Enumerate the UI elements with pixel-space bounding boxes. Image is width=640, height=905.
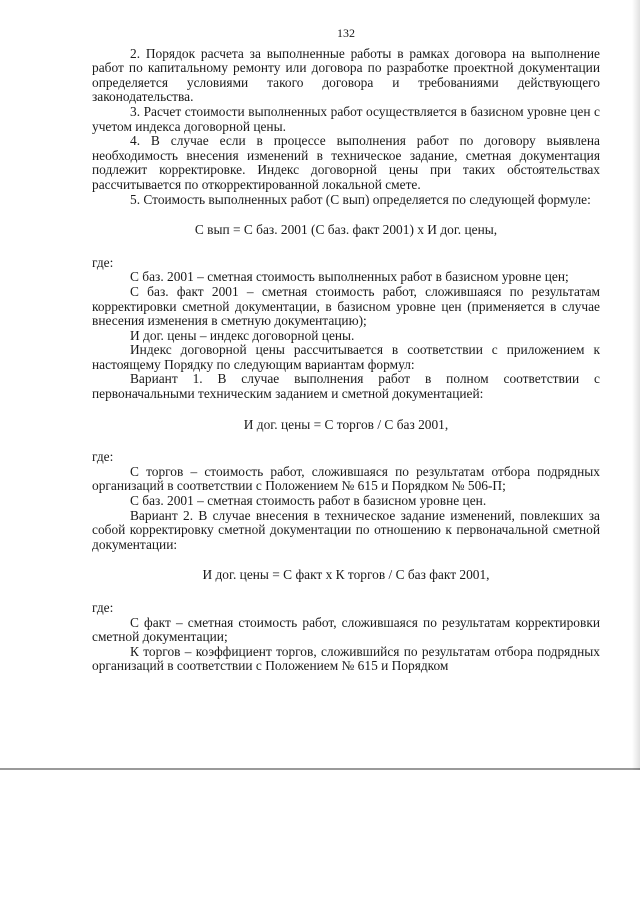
- where-label: где:: [92, 254, 114, 270]
- page-number: 132: [337, 26, 355, 40]
- page-edge-shadow: [632, 0, 640, 770]
- formula-index-variant-2: И дог. цены = С факт х К торгов / С баз факт 2001,: [202, 567, 490, 583]
- paragraph-payment-order: 2. Порядок расчета за выполненные работы в рамках договора на выполнение работ по капитальному ремонту или договора по разработке проектной документации определяется условиями такого договора и требованиями действующего законодательства.: [92, 45, 600, 105]
- paragraph-formula-intro: 5. Стоимость выполненных работ (С вып) определяется по следующей формуле:: [130, 191, 591, 207]
- blank-area: [0, 772, 640, 905]
- where-label: где:: [92, 600, 114, 615]
- paragraph-index-intro: Индекс договорной цены рассчитывается в соответствии с приложением к настоящему Порядку по следующим вариантам формул:: [92, 342, 600, 372]
- formula-cost-of-work: С вып = С баз. 2001 (С баз. факт 2001) х И дог. цены,: [194, 222, 498, 238]
- paragraph-correction: 4. В случае если в процессе выполнения работ по договору выявлена необходимость внесения изменений в техническое задание, сметная документация подлежит корректировке. Индекс договорной цены при таких обстоятельствах рассчитывается по откорректированной локальной смете.: [92, 133, 600, 192]
- definition-fact-cost: С факт – сметная стоимость работ, сложившаяся по результатам корректировки сметной документации;: [92, 614, 600, 645]
- definition-base-fact-cost: С баз. факт 2001 – сметная стоимость работ, сложившаяся по результатам корректировки сметной документации, в базисном уровне цен (применяется в случае внесения изменения в сметную документацию);: [92, 283, 600, 329]
- formula-index-variant-1: И дог. цены = С торгов / С баз 2001,: [243, 416, 449, 432]
- definition-base-cost: С баз. 2001 – сметная стоимость выполненных работ в базисном уровне цен;: [130, 269, 569, 285]
- variant-1: Вариант 1. В случае выполнения работ в полном соответствии с первоначальными техническим заданием и сметной документацией:: [92, 371, 600, 402]
- definition-contract-index: И дог. цены – индекс договорной цены.: [130, 327, 355, 343]
- definition-tender-coefficient: К торгов – коэффициент торгов, сложившийся по результатам отбора подрядных организаций в соответствии с Положением № 615 и Порядком: [92, 643, 600, 674]
- paragraph-cost-calculation: 3. Расчет стоимости выполненных работ осуществляется в базисном уровне цен с учетом индекса договорной цены.: [92, 103, 600, 134]
- definition-tender-cost: С торгов – стоимость работ, сложившаяся по результатам отбора подрядных организаций в соответствии с Положением № 615 и Порядком № 506-П;: [92, 463, 600, 494]
- definition-base-cost-2: С баз. 2001 – сметная стоимость работ в базисном уровне цен.: [130, 493, 487, 509]
- page-content: [92, 26, 600, 674]
- where-label: где:: [92, 449, 114, 465]
- variant-2: Вариант 2. В случае внесения в техническое задание изменений, повлекших за собой корректировку сметной документации по отношению к первоначальной сметной документации:: [92, 507, 600, 552]
